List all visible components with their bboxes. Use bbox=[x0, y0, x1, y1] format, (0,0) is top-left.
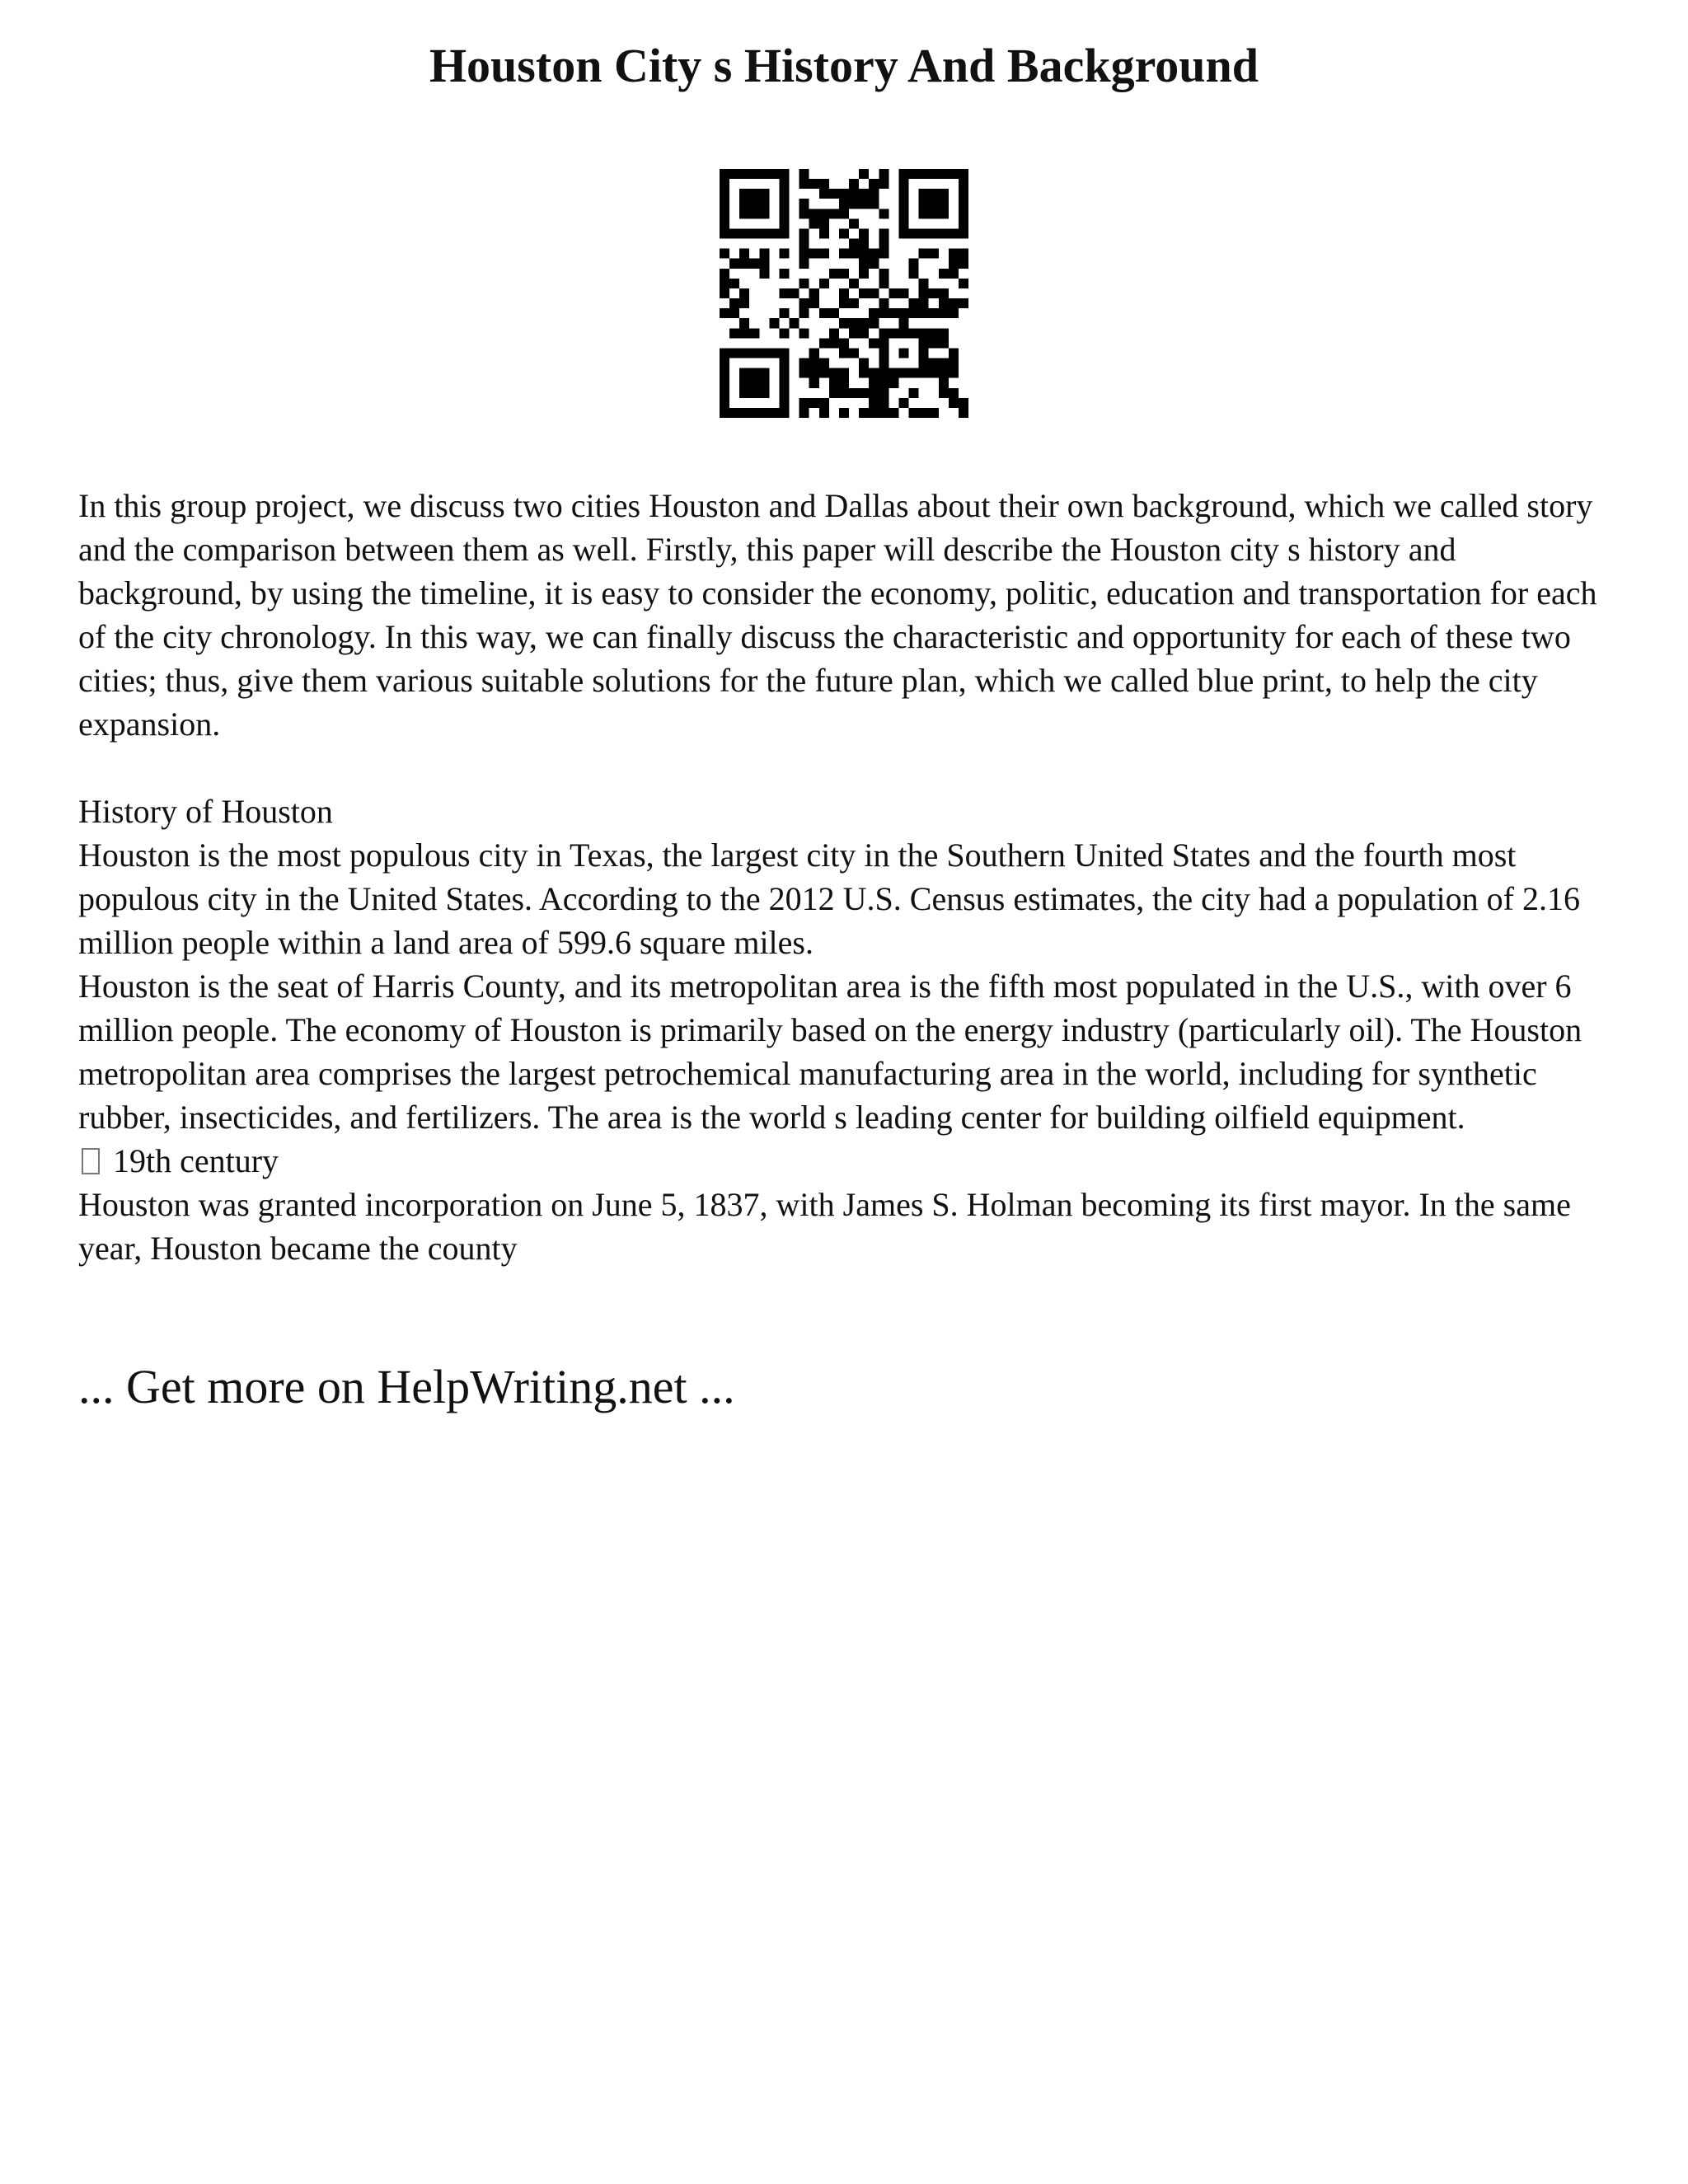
intro-paragraph: In this group project, we discuss two cities Houston and Dallas about their own background, which we called story and the comparison between them as well. Firstly, this paper will describe the Houston city s history and background, by using the timeline, it is easy to consider the economy, politic, education and transportation for each of the city chronology. In this way, we can finally discuss the characteristic and opportunity for each of these two cities; thus, give them various suitable solutions for the future plan, which we called blue print, to help the city expansion. bbox=[78, 487, 1597, 743]
get-more-link[interactable]: ... Get more on HelpWriting.net ... bbox=[78, 1360, 735, 1413]
body-paragraph-1: Houston is the most populous city in Texas, the largest city in the Southern United States and the fourth most populous city in the United States. According to the 2012 U.S. Census estimates, the city had a population of 2.16 million people within a land area of 599.6 square miles. bbox=[78, 837, 1580, 961]
body-paragraph-2: Houston is the seat of Harris County, and its metropolitan area is the fifth most populated in the U.S., with over 6 million people. The economy of Houston is primarily based on the energy industry (particularly oil). The Houston metropolitan area comprises the largest petrochemical manufacturing area in the world, including for synthetic rubber, insecticides, and fertilizers. The area is the world s leading center for building oilfield equipment. bbox=[78, 968, 1582, 1136]
bullet-label: 19th century bbox=[113, 1142, 279, 1179]
section-heading: History of Houston bbox=[78, 793, 333, 830]
missing-glyph-box-icon bbox=[82, 1148, 100, 1174]
body-paragraph-3: Houston was granted incorporation on June 5, 1837, with James S. Holman becoming its first mayor. In the same year, Houston became the county bbox=[78, 1186, 1571, 1267]
qr-code-icon bbox=[720, 169, 968, 418]
history-section bbox=[78, 790, 1620, 1270]
bullet-item bbox=[78, 1139, 1620, 1183]
document-title: Houston City s History And Background bbox=[429, 39, 1259, 92]
